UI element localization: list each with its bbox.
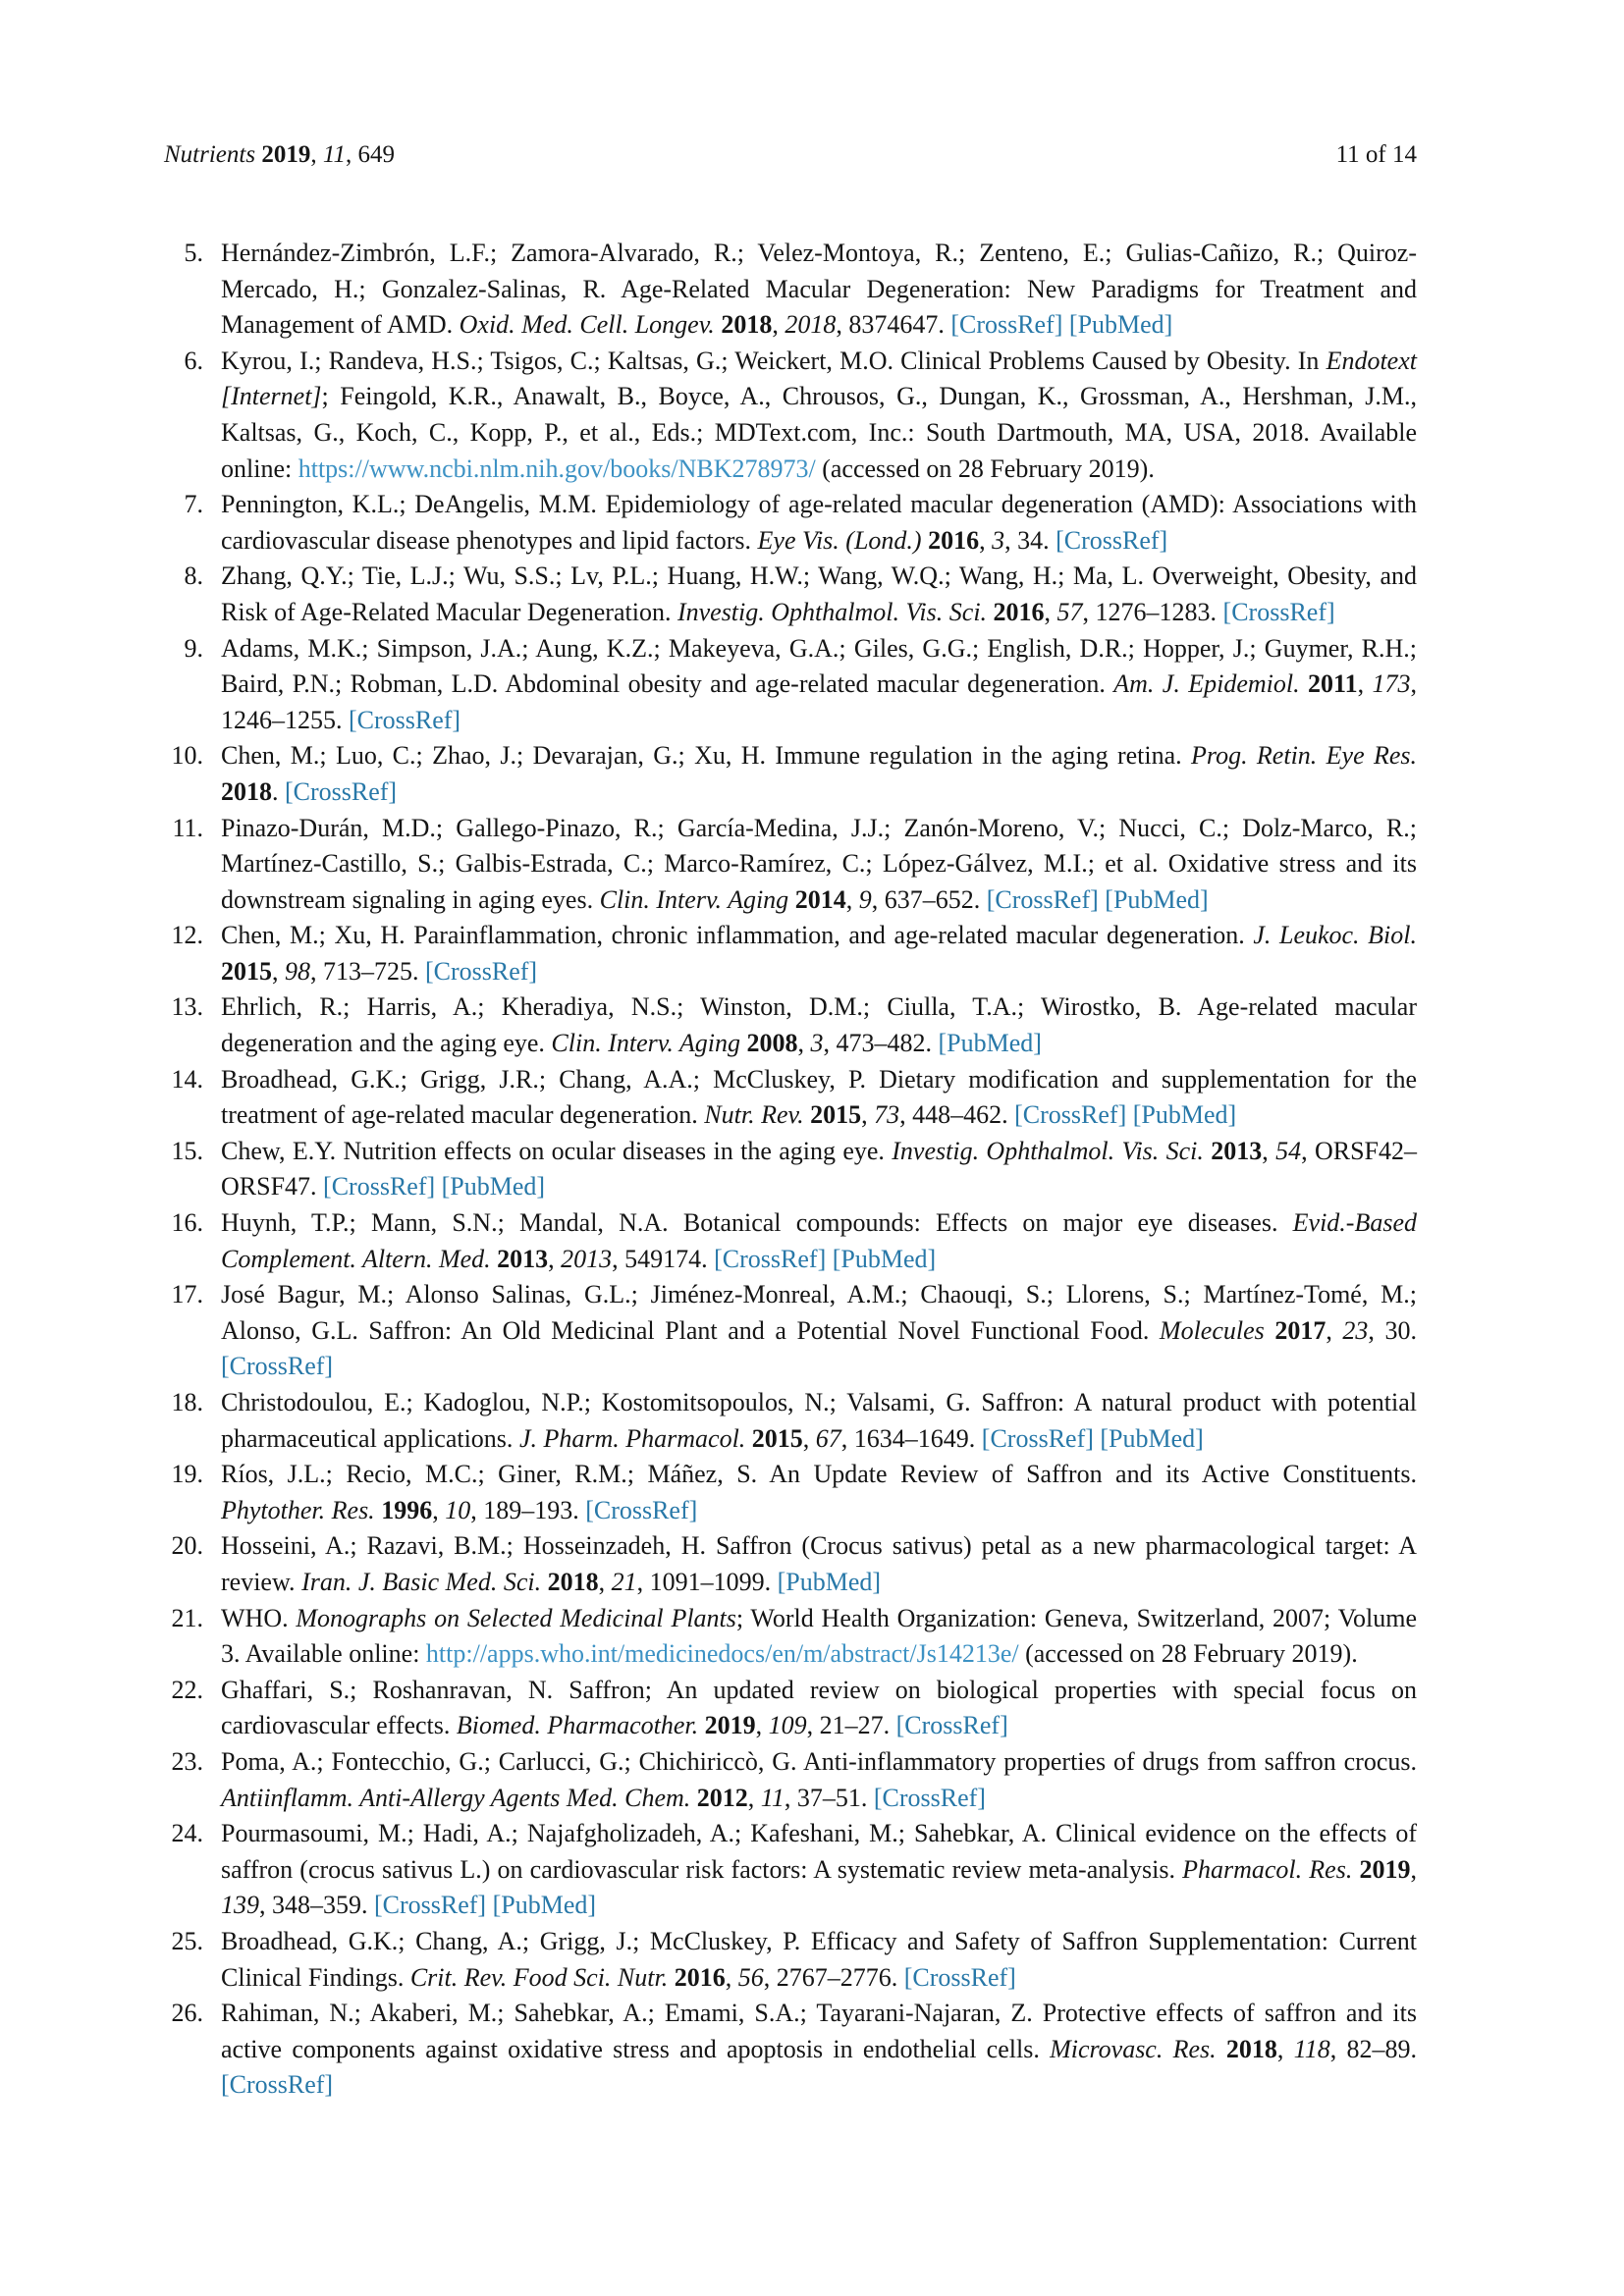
text-segment: 2013 xyxy=(561,1244,613,1273)
reference-item xyxy=(164,1924,1417,1996)
text-segment: , 637–652. xyxy=(871,884,987,914)
text-segment: 2016 xyxy=(993,597,1045,626)
reference-item xyxy=(164,1744,1417,1816)
text-segment: Molecules xyxy=(1159,1315,1275,1345)
reference-number: 7. xyxy=(184,490,203,519)
text-segment: , xyxy=(845,884,859,914)
pubmed-link[interactable]: [PubMed] xyxy=(777,1567,882,1596)
crossref-link[interactable]: [CrossRef] xyxy=(349,705,461,734)
text-segment: J. Pharm. Pharmacol. xyxy=(518,1423,752,1453)
text-segment: Biomed. Pharmacother. xyxy=(456,1711,705,1740)
crossref-link[interactable]: [CrossRef] xyxy=(981,1423,1094,1453)
text-segment: , 549174. xyxy=(612,1244,715,1273)
text-segment: 11 xyxy=(322,141,346,168)
reference-number: 16. xyxy=(171,1208,203,1238)
text-segment: Rahiman, N.; Akaberi, M.; Sahebkar, A.; Emami, S.A.; Tayarani-Najaran, Z. Protective effects of saffron and its active components against oxidative stress and apoptosis in endothelial cells. xyxy=(221,1999,1417,2063)
pubmed-link[interactable]: [PubMed] xyxy=(441,1172,546,1201)
text-segment: Kyrou, I.; Randeva, H.S.; Tsigos, C.; Kaltsas, G.; Weickert, M.O. Clinical Problems Caused by Obesity. In xyxy=(221,346,1326,375)
reference-text xyxy=(221,992,1417,1057)
reference-number: 21. xyxy=(171,1603,203,1632)
text-segment: , xyxy=(1357,669,1373,699)
text-segment: , xyxy=(1044,597,1057,626)
reference-text xyxy=(221,1137,1417,1201)
reference-number: 23. xyxy=(171,1746,203,1776)
text-segment: , xyxy=(272,956,285,986)
pubmed-link[interactable]: [PubMed] xyxy=(1068,310,1173,340)
reference-number: 18. xyxy=(171,1388,203,1416)
text-segment: , 1276–1283. xyxy=(1082,597,1223,626)
text-segment: 67 xyxy=(815,1423,841,1453)
text-segment: Phytother. Res. xyxy=(221,1495,382,1524)
text-segment: , 473–482. xyxy=(823,1029,939,1058)
reference-text xyxy=(221,1927,1417,1992)
reference-text xyxy=(221,1208,1417,1273)
reference-item xyxy=(164,1528,1417,1600)
text-segment: . xyxy=(272,776,285,806)
text-segment: , xyxy=(1326,1315,1343,1345)
text-segment: , 1091–1099. xyxy=(636,1567,778,1596)
reference-number: 15. xyxy=(171,1136,203,1165)
reference-item xyxy=(164,1277,1417,1385)
reference-item xyxy=(164,487,1417,559)
text-segment: 139 xyxy=(221,1891,259,1920)
text-segment: Hernández-Zimbrón, L.F.; Zamora-Alvarado, R.; Velez-Montoya, R.; Zenteno, E.; Gulias-Cañizo, R.; Quiroz-Mercado, H.; Gonzalez-Salinas, R. Age-Related Macular Degeneration: New Paradigms for Treatment and Management of AMD. xyxy=(221,239,1417,340)
crossref-link[interactable]: [CrossRef] xyxy=(873,1783,986,1812)
text-segment: 1996 xyxy=(381,1495,433,1524)
text-segment: 118 xyxy=(1293,2034,1330,2063)
reference-item xyxy=(164,559,1417,630)
text-segment: , 1634–1649. xyxy=(840,1423,982,1453)
text-segment: 2018 xyxy=(1225,2034,1277,2063)
text-segment: 2019 xyxy=(261,141,311,168)
reference-number: 5. xyxy=(184,239,203,267)
text-segment: Clin. Interv. Aging xyxy=(551,1029,747,1058)
text-segment: 2017 xyxy=(1274,1315,1326,1345)
text-segment: Clin. Interv. Aging xyxy=(599,884,795,914)
text-segment: 2011 xyxy=(1308,669,1358,699)
text-segment: 2016 xyxy=(674,1962,726,1992)
text-segment: Nutrients xyxy=(164,141,262,168)
pubmed-link[interactable]: [PubMed] xyxy=(492,1891,597,1920)
reference-item xyxy=(164,918,1417,989)
reference-item xyxy=(164,1205,1417,1277)
text-segment: , 1246–1255. xyxy=(221,669,1417,734)
text-segment: , xyxy=(432,1495,446,1524)
reference-text xyxy=(221,921,1417,986)
text-segment: Investig. Ophthalmol. Vis. Sci. xyxy=(677,597,994,626)
reference-text xyxy=(221,1999,1417,2099)
references-section xyxy=(164,236,1417,2104)
text-segment: ; Feingold, K.R., Anawalt, B., Boyce, A., Chrousos, G., Dungan, K., Grossman, A., Hershman, J.M., Kaltsas, G., Koch, C., Kopp, P., et al., Eds.; MDText.com, Inc.: South Dartmouth, MA, USA, 2018. Available online: xyxy=(221,382,1417,483)
text-segment: , 448–462. xyxy=(899,1100,1015,1130)
crossref-link[interactable]: [CrossRef] xyxy=(285,776,398,806)
text-segment: , xyxy=(861,1100,875,1130)
reference-text xyxy=(221,1065,1417,1130)
text-segment: Broadhead, G.K.; Grigg, J.R.; Chang, A.A.; McCluskey, P. Dietary modification and supplementation for the treatment of age-related macular degeneration. xyxy=(221,1064,1417,1130)
reference-text xyxy=(221,561,1417,626)
crossref-link[interactable]: [CrossRef] xyxy=(374,1891,487,1920)
text-segment: 54 xyxy=(1275,1136,1302,1165)
reference-number: 13. xyxy=(171,992,203,1022)
text-segment: Am. J. Epidemiol. xyxy=(1113,669,1309,699)
text-segment: 56 xyxy=(737,1962,764,1992)
text-segment: , 82–89. xyxy=(1329,2034,1418,2063)
text-segment: Pharmacol. Res. xyxy=(1182,1854,1360,1884)
reference-item xyxy=(164,236,1417,344)
text-segment: Hosseini, A.; Razavi, B.M.; Hosseinzadeh, H. Saffron (Crocus sativus) petal as a new pharmacological target: A review. xyxy=(221,1531,1417,1596)
text-segment: Pinazo-Durán, M.D.; Gallego-Pinazo, R.; García-Medina, J.J.; Zanón-Moreno, V.; Nucci, C.; Dolz-Marco, R.; Martínez-Castillo, S.; Galbis-Estrada, C.; Marco-Ramírez, C.; López-Gálvez, M.I.; et al. Oxidative stress and its downstream signaling in aging eyes. xyxy=(221,813,1417,914)
reference-number: 11. xyxy=(172,813,203,842)
text-segment: Broadhead, G.K.; Chang, A.; Grigg, J.; McCluskey, P. Efficacy and Safety of Saffron Supplementation: Current Clinical Findings. xyxy=(221,1926,1417,1992)
crossref-link[interactable]: [CrossRef] xyxy=(895,1711,1008,1740)
crossref-link[interactable]: [CrossRef] xyxy=(950,310,1063,340)
text-segment: Poma, A.; Fontecchio, G.; Carlucci, G.; Chichiriccò, G. Anti-inflammatory properties of drugs from saffron crocus. xyxy=(221,1746,1417,1776)
text-segment: , xyxy=(1262,1136,1276,1165)
text-segment: 3 xyxy=(992,525,1005,555)
text-segment: 98 xyxy=(285,956,310,986)
text-segment: 2014 xyxy=(794,884,846,914)
reference-number: 26. xyxy=(171,1999,203,2028)
text-segment: , ORSF42–ORSF47. xyxy=(221,1136,1418,1201)
crossref-link[interactable]: [CrossRef] xyxy=(425,956,538,986)
text-segment: Nutr. Rev. xyxy=(704,1100,811,1130)
reference-item xyxy=(164,738,1417,810)
text-segment: Monographs on Selected Medicinal Plants xyxy=(296,1603,736,1632)
reference-number: 12. xyxy=(171,921,203,950)
reference-number: 14. xyxy=(171,1064,203,1094)
text-segment: Crit. Rev. Food Sci. Nutr. xyxy=(409,1962,675,1992)
references-list xyxy=(164,236,1417,2104)
text-segment: , 37–51. xyxy=(784,1783,874,1812)
reference-item xyxy=(164,1457,1417,1528)
reference-item xyxy=(164,1673,1417,1744)
text-segment: 2015 xyxy=(221,956,272,986)
text-segment: (accessed on 28 February 2019). xyxy=(815,454,1155,483)
text-segment: 2012 xyxy=(696,1783,748,1812)
reference-item xyxy=(164,1816,1417,1924)
text-segment: Investig. Ophthalmol. Vis. Sci. xyxy=(892,1136,1212,1165)
text-segment: , xyxy=(310,141,323,168)
text-segment: WHO. xyxy=(221,1603,297,1632)
text-segment: 2013 xyxy=(497,1244,549,1273)
text-segment: 2008 xyxy=(746,1029,798,1058)
page-number: 11 of 14 xyxy=(1335,141,1417,168)
text-segment: , xyxy=(598,1567,612,1596)
text-segment: Microvasc. Res. xyxy=(1050,2034,1226,2063)
text-segment: , 8374647. xyxy=(836,310,951,340)
text-segment: , xyxy=(755,1711,769,1740)
text-segment: Ríos, J.L.; Recio, M.C.; Giner, R.M.; Máñez, S. An Update Review of Saffron and its Active Constituents. xyxy=(221,1460,1417,1489)
reference-text xyxy=(221,1280,1417,1380)
text-segment: Iran. J. Basic Med. Sci. xyxy=(301,1567,548,1596)
text-segment: , 2767–2776. xyxy=(763,1962,904,1992)
external-url-link[interactable]: https://www.ncbi.nlm.nih.gov/books/NBK278973/ xyxy=(298,454,816,483)
text-segment: 2018 xyxy=(721,310,773,340)
reference-text xyxy=(221,1819,1417,1919)
crossref-link[interactable]: [CrossRef] xyxy=(323,1172,436,1201)
reference-number: 19. xyxy=(171,1460,203,1489)
text-segment: , xyxy=(725,1962,738,1992)
text-segment: Pourmasoumi, M.; Hadi, A.; Najafgholizadeh, A.; Kafeshani, M.; Sahebkar, A. Clinical evidence on the effects of saffron (crocus sativus L.) on cardiovascular risk factors: A systematic review meta-analysis. xyxy=(221,1819,1417,1884)
text-segment: 23 xyxy=(1342,1315,1369,1345)
page-header xyxy=(164,140,1417,170)
crossref-link[interactable]: [CrossRef] xyxy=(1222,597,1335,626)
text-segment: Adams, M.K.; Simpson, J.A.; Aung, K.Z.; Makeyeva, G.A.; Giles, G.G.; English, D.R.; Hopper, J.; Guymer, R.H.; Baird, P.N.; Robman, L.D. Abdominal obesity and age-related macular degeneration. xyxy=(221,633,1417,699)
text-segment: 2018 xyxy=(547,1567,599,1596)
reference-number: 17. xyxy=(171,1280,203,1309)
reference-text xyxy=(221,814,1417,914)
text-segment: , xyxy=(772,310,785,340)
text-segment: Prog. Retin. Eye Res. xyxy=(1191,741,1418,771)
crossref-link[interactable]: [CrossRef] xyxy=(1056,525,1168,555)
external-url-link[interactable]: http://apps.who.int/medicinedocs/en/m/abstract/Js14213e/ xyxy=(425,1639,1019,1669)
text-segment: , xyxy=(1276,2034,1294,2063)
text-segment: 2018 xyxy=(221,776,272,806)
text-segment: Endotext [Internet] xyxy=(221,346,1417,411)
text-segment: Chen, M.; Luo, C.; Zhao, J.; Devarajan, G.; Xu, H. Immune regulation in the aging retina. xyxy=(221,741,1192,771)
crossref-link[interactable]: [CrossRef] xyxy=(221,2070,334,2100)
reference-text xyxy=(221,239,1417,339)
text-segment: , 348–359. xyxy=(259,1891,374,1920)
reference-number: 10. xyxy=(171,741,203,771)
pubmed-link[interactable]: [PubMed] xyxy=(1105,884,1209,914)
text-segment: , xyxy=(802,1423,816,1453)
text-segment: , 21–27. xyxy=(806,1711,896,1740)
reference-item xyxy=(164,1062,1417,1134)
reference-number: 22. xyxy=(171,1675,203,1704)
reference-text xyxy=(221,741,1417,806)
text-segment: ; World Health Organization: Geneva, Switzerland, 2007; Volume 3. Available online: xyxy=(221,1603,1418,1669)
reference-text xyxy=(221,634,1417,734)
reference-text xyxy=(221,1388,1417,1453)
crossref-link[interactable]: [CrossRef] xyxy=(986,884,1099,914)
text-segment: , 649 xyxy=(345,141,395,168)
text-segment: Evid.-Based Complement. Altern. Med. xyxy=(221,1208,1417,1273)
text-segment: 109 xyxy=(768,1711,807,1740)
pubmed-link[interactable]: [PubMed] xyxy=(832,1244,937,1273)
crossref-link[interactable]: [CrossRef] xyxy=(585,1495,698,1524)
reference-number: 24. xyxy=(171,1819,203,1848)
reference-item xyxy=(164,1385,1417,1457)
text-segment: Oxid. Med. Cell. Longev. xyxy=(459,310,722,340)
reference-number: 25. xyxy=(171,1926,203,1955)
reference-number: 9. xyxy=(184,633,203,663)
text-segment: , xyxy=(979,525,993,555)
reference-number: 8. xyxy=(184,561,203,591)
reference-text xyxy=(221,1531,1417,1596)
text-segment: Pennington, K.L.; DeAngelis, M.M. Epidemiology of age-related macular degeneration (AMD): Associations with cardiovascular disease phenotypes and lipid factors. xyxy=(221,490,1417,555)
journal-citation xyxy=(164,140,395,170)
reference-text xyxy=(221,1460,1417,1524)
text-segment: 2018 xyxy=(785,310,837,340)
text-segment: 57 xyxy=(1056,597,1083,626)
text-segment: , xyxy=(747,1783,761,1812)
reference-number: 6. xyxy=(184,346,203,375)
pubmed-link[interactable]: [PubMed] xyxy=(938,1029,1042,1058)
text-segment: Ehrlich, R.; Harris, A.; Kheradiya, N.S.; Winston, D.M.; Ciulla, T.A.; Wirostko, B. Age-related macular degeneration and the aging eye. xyxy=(221,992,1417,1058)
reference-text xyxy=(221,1747,1417,1812)
reference-text xyxy=(221,1676,1417,1740)
reference-item xyxy=(164,1601,1417,1673)
text-segment: Eye Vis. (Lond.) xyxy=(757,525,929,555)
reference-text xyxy=(221,490,1417,555)
text-segment: , xyxy=(1410,1854,1417,1884)
text-segment: 10 xyxy=(445,1495,471,1524)
text-segment: (accessed on 28 February 2019). xyxy=(1018,1639,1358,1669)
text-segment: , 34. xyxy=(1004,525,1056,555)
crossref-link[interactable]: [CrossRef] xyxy=(1014,1100,1127,1130)
reference-item xyxy=(164,631,1417,739)
text-segment: , 713–725. xyxy=(310,956,425,986)
text-segment: 2015 xyxy=(810,1100,862,1130)
text-segment: 21 xyxy=(611,1567,637,1596)
reference-item xyxy=(164,811,1417,919)
text-segment: , xyxy=(797,1029,811,1058)
text-segment: 2019 xyxy=(1359,1854,1411,1884)
text-segment: 2019 xyxy=(704,1711,756,1740)
text-segment: Chew, E.Y. Nutrition effects on ocular diseases in the aging eye. xyxy=(221,1136,893,1165)
reference-text xyxy=(221,1604,1417,1669)
text-segment: Zhang, Q.Y.; Tie, L.J.; Wu, S.S.; Lv, P.L.; Huang, H.W.; Wang, W.Q.; Wang, H.; Ma, L. Overweight, Obesity, and Risk of Age-Related Macular Degeneration. xyxy=(221,561,1417,626)
text-segment: 2016 xyxy=(928,525,980,555)
crossref-link[interactable]: [CrossRef] xyxy=(903,1962,1016,1992)
text-segment: 2013 xyxy=(1211,1136,1263,1165)
text-segment: J. Leukoc. Biol. xyxy=(1253,921,1418,950)
text-segment: Chen, M.; Xu, H. Parainflammation, chronic inflammation, and age-related macular degeneration. xyxy=(221,921,1254,950)
text-segment: José Bagur, M.; Alonso Salinas, G.L.; Jiménez-Monreal, A.M.; Chaouqi, S.; Llorens, S.; Martínez-Tomé, M.; Alonso, G.L. Saffron: An Old Medicinal Plant and a Potential Novel Functional Food. xyxy=(221,1280,1417,1345)
text-segment: 2015 xyxy=(751,1423,803,1453)
text-segment: , 189–193. xyxy=(470,1495,586,1524)
reference-item xyxy=(164,344,1417,487)
reference-item xyxy=(164,1134,1417,1205)
text-segment: 173 xyxy=(1372,669,1411,699)
text-segment: 3 xyxy=(810,1029,824,1058)
text-segment: , 30. xyxy=(1368,1315,1417,1345)
text-segment: 9 xyxy=(858,884,872,914)
pubmed-link[interactable]: [PubMed] xyxy=(1100,1423,1204,1453)
pubmed-link[interactable]: [PubMed] xyxy=(1132,1100,1237,1130)
text-segment: Ghaffari, S.; Roshanravan, N. Saffron; An updated review on biological properties with special focus on cardiovascular effects. xyxy=(221,1675,1417,1740)
text-segment: Christodoulou, E.; Kadoglou, N.P.; Kostomitsopoulos, N.; Valsami, G. Saffron: A natural product with potential pharmaceutical applications. xyxy=(221,1388,1417,1453)
reference-item xyxy=(164,989,1417,1061)
text-segment: , xyxy=(548,1244,562,1273)
crossref-link[interactable]: [CrossRef] xyxy=(221,1352,334,1381)
crossref-link[interactable]: [CrossRef] xyxy=(714,1244,827,1273)
reference-item xyxy=(164,1996,1417,2104)
text-segment: 73 xyxy=(874,1100,900,1130)
text-segment: Antiinflamm. Anti-Allergy Agents Med. Chem. xyxy=(221,1783,697,1812)
text-segment: Huynh, T.P.; Mann, S.N.; Mandal, N.A. Botanical compounds: Effects on major eye diseases. xyxy=(221,1208,1293,1238)
text-segment: 11 xyxy=(760,1783,785,1812)
reference-text xyxy=(221,347,1417,483)
reference-number: 20. xyxy=(171,1531,203,1561)
